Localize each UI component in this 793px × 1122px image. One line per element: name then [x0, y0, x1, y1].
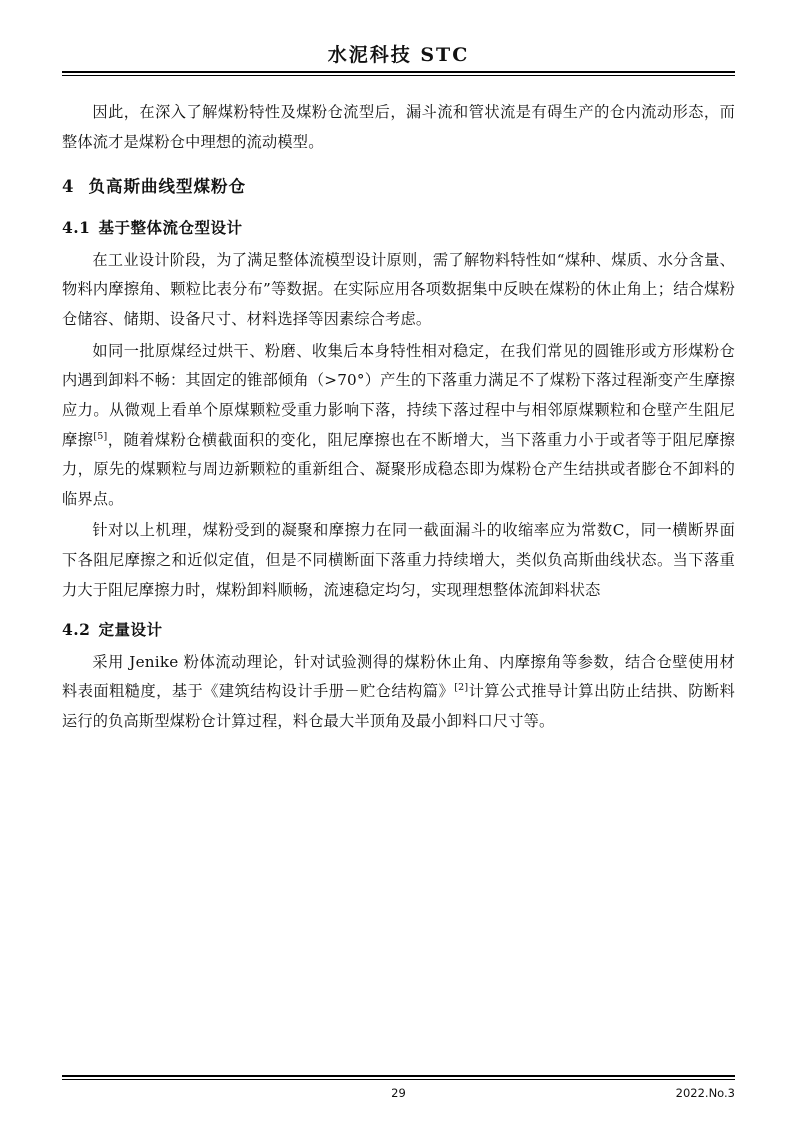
subsection-title-41: 基于整体流仓型设计 — [98, 218, 243, 238]
paragraph-41-2 — [62, 337, 735, 515]
paragraph-41-3: 针对以上机理，煤粉受到的凝聚和摩擦力在同一截面漏斗的收缩率应为常数C，同一横断界面下各阻尼摩擦之和近似定值，但是不同横断面下落重力持续增大，类似负高斯曲线状态。当下落重力大于阻尼摩擦力时，煤粉卸料顺畅，流速稳定均匀，实现理想整体流卸料状态 — [62, 521, 735, 599]
paragraph-42-1-text-b: 计算公式推导计算出防止结拱、防断料运行的负高斯型煤粉仓计算过程，料仓最大半顶角及最小卸料口尺寸等。 — [62, 682, 736, 730]
header-title-cn: 水泥科技 — [327, 44, 412, 66]
paragraph-41-1: 在工业设计阶段，为了满足整体流模型设计原则，需了解物料特性如“煤种、煤质、水分含量、物料内摩擦角、颗粒比表分布”等数据。在实际应用各项数据集中反映在煤粉的休止角上；结合煤粉仓储容、储期、设备尺寸、材料选择等因素综合考虑。 — [62, 250, 735, 328]
section-title-4: 负高斯曲线型煤粉仓 — [88, 177, 246, 197]
header-title — [62, 40, 735, 67]
reference-marker-5: [5] — [93, 430, 108, 442]
subsection-number-42: 4.2 — [62, 620, 91, 640]
document-body — [62, 98, 735, 737]
header-rule-thin — [62, 75, 735, 76]
footer-rule-thick — [62, 1075, 735, 1077]
issue-label: 2022.No.3 — [675, 1086, 735, 1100]
page-number: 29 — [391, 1086, 406, 1100]
paragraph-41-2-text-b: ，随着煤粉仓横截面积的变化，阻尼摩擦也在不断增大，当下落重力小于或者等于阻尼摩擦力，原先的煤颗粒与周边新颗粒的重新组合、凝聚形成稳态即为煤粉仓产生结拱或者膨仓不卸料的临界点。 — [62, 430, 736, 508]
header-title-en: STC — [420, 44, 470, 66]
reference-marker-2: [2] — [454, 682, 469, 694]
intro-paragraph: 因此，在深入了解煤粉特性及煤粉仓流型后，漏斗流和管状流是有碍生产的仓内流动形态，而整体流才是煤粉仓中理想的流动模型。 — [62, 103, 735, 151]
paragraph-42-1-text-a: 采用 Jenike 粉体流动理论，针对试验测得的煤粉休止角、内摩擦角等参数，结合仓壁使用材料表面粗糙度，基于《建筑结构设计手册－贮仓结构篇》 — [62, 652, 735, 701]
subsection-number-41: 4.1 — [62, 218, 91, 238]
subsection-title-42: 定量设计 — [98, 620, 163, 640]
subsection-heading-42 — [62, 615, 735, 645]
page-content-area — [62, 40, 735, 1098]
page-footer — [62, 1075, 735, 1100]
footer-rule-thin — [62, 1079, 735, 1080]
footer-row — [62, 1086, 735, 1100]
subsection-heading-41 — [62, 213, 735, 243]
paragraph-42-1 — [62, 648, 735, 737]
section-number-4: 4 — [62, 177, 75, 197]
page-header — [62, 40, 735, 82]
header-rule-thick — [62, 71, 735, 73]
section-heading-4 — [62, 171, 735, 203]
paragraph-41-2-text-a: 如同一批原煤经过烘干、粉磨、收集后本身特性相对稳定，在我们常见的圆锥形或方形煤粉仓内遇到卸料不畅：其固定的锥部倾角（>70°）产生的下落重力满足不了煤粉下落过程渐变产生摩擦应力。从微观上看单个原煤颗粒受重力影响下落，持续下落过程中与相邻原煤颗粒和仓壁产生阻尼摩擦 — [62, 341, 735, 449]
